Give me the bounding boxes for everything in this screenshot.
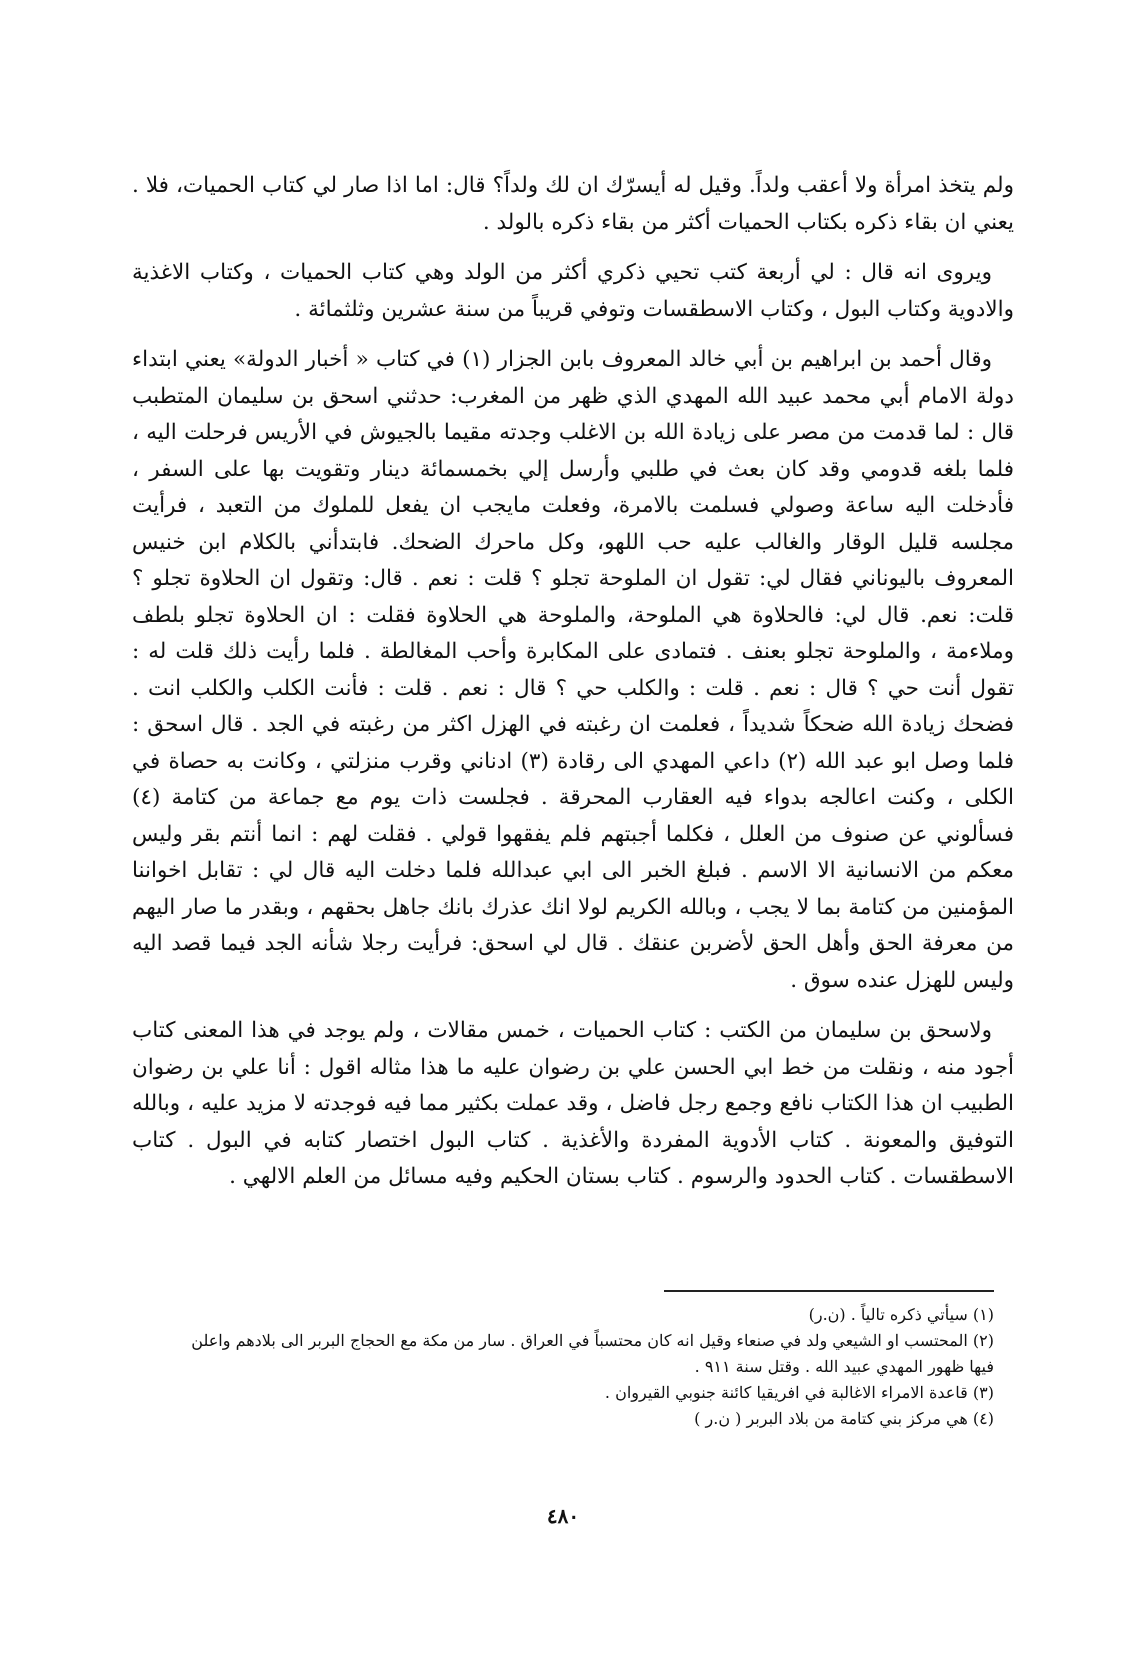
footnote-2: (٢) المحتسب او الشيعي ولد في صنعاء وقيل انه كان محتسباً في العراق . سار من مكة مع الحجاج البربر الى بلادهم واعلن [191, 1331, 994, 1350]
main-text [132, 168, 1014, 1210]
paragraph-2: ويروى انه قال : لي أربعة كتب تحيي ذكري أكثر من الولد وهي كتاب الحميات ، وكتاب الاغذية والادوية وكتاب البول ، وكتاب الاسطقسات وتوفي قريباً من سنة عشرين وثلثمائة . [132, 260, 1014, 322]
footnote-divider [664, 1290, 994, 1292]
paragraph-4: ولاسحق بن سليمان من الكتب : كتاب الحميات ، خمس مقالات ، ولم يوجد في هذا المعنى كتاب أجود منه ، ونقلت من خط ابي الحسن علي بن رضوان عليه ما هذا مثاله اقول : أنا علي بن رضوان الطبيب ان هذا الكتاب نافع وجمع رجل فاضل ، وقد عملت بكثير مما فيه فوجدته لا مزيد عليه ، وبالله التوفيق والمعونة . كتاب الأدوية المفردة والأغذية . كتاب البول اختصار كتابه في البول . كتاب الاسطقسات . كتاب الحدود والرسوم . كتاب بستان الحكيم وفيه مسائل من العلم الالهي . [132, 1018, 1014, 1189]
paragraph-3: وقال أحمد بن ابراهيم بن أبي خالد المعروف بابن الجزار (١) في كتاب « أخبار الدولة» يعني ابتداء دولة الامام أبي محمد عبيد الله المهدي الذي ظهر من المغرب: حدثني اسحق بن سليمان المتطبب قال : لما قدمت من مصر على زيادة الله بن الاغلب وجدته مقيما بالجيوش في الأريس فرحلت اليه ، فلما بلغه قدومي وقد كان بعث في طلبي وأرسل إلي بخمسمائة دينار وتقويت بها على السفر ، فأدخلت اليه ساعة وصولي فسلمت بالامرة، وفعلت مايجب ان يفعل للملوك من التعبد ، فرأيت مجلسه قليل الوقار والغالب عليه حب اللهو، وكل ماحرك الضحك. فابتدأني بالكلام ابن خنيس المعروف باليوناني فقال لي: تقول ان الملوحة تجلو ؟ قلت : نعم . قال: وتقول ان الحلاوة تجلو ؟ قلت: نعم. قال لي: فالحلاوة هي الملوحة، والملوحة هي الحلاوة فقلت : ان الحلاوة تجلو بلطف وملاءمة ، والملوحة تجلو بعنف . فتمادى على المكابرة وأحب المغالطة . فلما رأيت ذلك قلت له : تقول أنت حي ؟ قال : نعم . قلت : والكلب حي ؟ قال : نعم . قلت : فأنت الكلب والكلب انت . فضحك زيادة الله ضحكاً شديداً ، فعلمت ان رغبته في الهزل اكثر من رغبته في الجد . قال اسحق : فلما وصل ابو عبد الله (٢) داعي المهدي الى رقادة (٣) ادناني وقرب منزلتي ، وكانت به حصاة في الكلى ، وكنت اعالجه بدواء فيه العقارب المحرقة . فجلست ذات يوم مع جماعة من كتامة (٤) فسألوني عن صنوف من العلل ، فكلما أجبتهم فلم يفقهوا قولي . فقلت لهم : انما أنتم بقر وليس معكم من الانسانية الا الاسم . فبلغ الخبر الى ابي عبدالله فلما دخلت اليه قال لي : تقابل اخواننا المؤمنين من كتامة بما لا يجب ، وبالله الكريم لولا انك عذرك بانك جاهل بحقهم ، وبقدر ما صار اليهم من معرفة الحق وأهل الحق لأضربن عنقك . قال لي اسحق: فرأيت رجلا شأنه الجد فيما قصد اليه وليس للهزل عنده سوق . [132, 347, 1014, 993]
footnote-1: (١) سيأتي ذكره تالياً . (ن.ر) [808, 1305, 994, 1324]
footnotes [132, 1302, 994, 1432]
footnote-2-continued: فيها ظهور المهدي عبيد الله . وقتل سنة ٩١١ . [694, 1357, 994, 1376]
page-number: ٤٨٠ [546, 1504, 580, 1528]
footnote-3: (٣) قاعدة الامراء الاغالبة في افريقيا كائنة جنوبي القيروان . [604, 1383, 994, 1402]
paragraph-1: ولم يتخذ امرأة ولا أعقب ولداً. وقيل له أيسرّك ان لك ولداً؟ قال: اما اذا صار لي كتاب الحميات، فلا . يعني ان بقاء ذكره بكتاب الحميات أكثر من بقاء ذكره بالولد . [132, 173, 1014, 235]
footnote-4: (٤) هي مركز بني كتامة من بلاد البربر ( ن.ر ) [694, 1409, 994, 1428]
